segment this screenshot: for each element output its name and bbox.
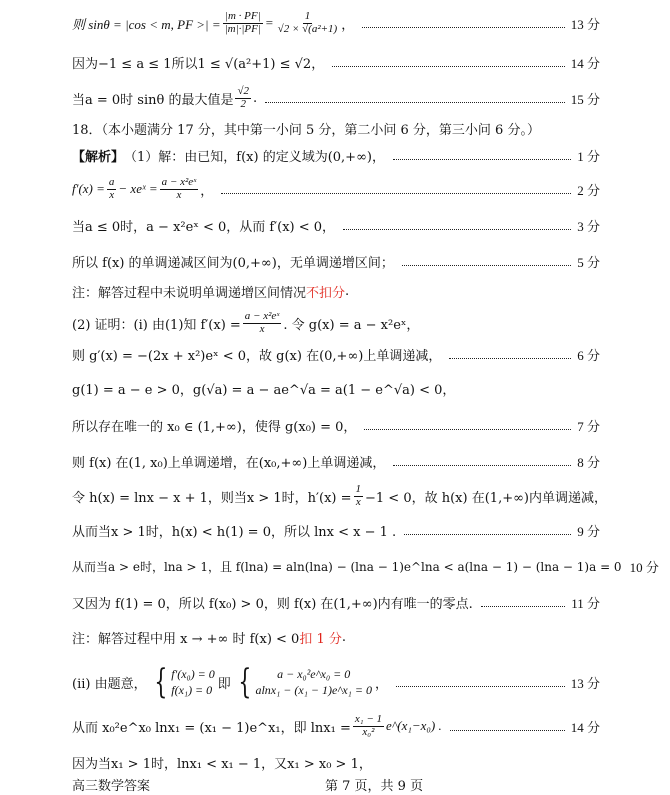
solution-line-16: [72, 520, 600, 540]
equation-system: { a − x₀²e^x₀ = 0 alnx₁ − (x₁ − 1)e^x₁ = 0: [238, 662, 372, 702]
leader-dots: [393, 465, 571, 466]
page-number: 第 7 页，共 9 页: [325, 779, 424, 794]
leader-dots: [364, 429, 571, 430]
score: 15 分: [570, 91, 600, 107]
equation: (ii) 由题意，: [72, 676, 147, 692]
leader-dots: [402, 265, 571, 266]
solution-line-22: [72, 752, 600, 772]
solution-line-11: [72, 344, 600, 364]
equation: 从而当a > e时，lna > 1，且 f(lna) = aln(lna) − (lna − 1)e^lna < a(lna − 1) − (lna − 1)a = 0: [72, 559, 622, 574]
solution-line-17: [72, 556, 659, 576]
note-text: 注：解答过程中未说明单调递增区间情况: [72, 285, 307, 301]
score: 6 分: [577, 347, 600, 363]
equation: 又因为 f(1) = 0，所以 f(x₀) > 0，则 f(x) 在(1,+∞)内有唯一的零点.: [72, 596, 473, 612]
equation: 所以 f(x) 的单调递减区间为(0,+∞)，无单调递增区间；: [72, 255, 394, 271]
equation: 则 f(x) 在(1, x₀)上单调递增，在(x₀,+∞)上单调递减，: [72, 455, 386, 471]
solution-line-15: 令 h(x) = lnx − x + 1，则当x > 1时，h′(x) = $\frac{1}{x}$ −1 < 0，故 h(x) 在(1,+∞)内单调递减，: [72, 482, 607, 508]
equation: （1）解：由已知，f(x) 的定义域为(0,+∞)，: [124, 149, 385, 165]
fraction: $\frac{a}{x}$: [108, 175, 115, 201]
leader-dots: [481, 606, 565, 607]
leader-dots: [265, 102, 565, 103]
leader-dots: [404, 534, 571, 535]
problem-title: 18．（本小题满分 17 分，其中第一小问 5 分，第二小问 6 分，第三小问 6 分。）: [72, 122, 540, 138]
equation: 从而当x > 1时，h(x) < h(1) = 0，所以 lnx < x − 1 .: [72, 524, 397, 540]
equation-system: { f′(x₀) = 0 f(x₁) = 0: [153, 662, 215, 702]
leader-dots: [362, 27, 565, 28]
equation: 当a = 0时 sinθ 的最大值是: [72, 92, 234, 108]
equation: 所以存在唯一的 x₀ ∈ (1,+∞)，使得 g(x₀) = 0，: [72, 419, 357, 435]
footer-left: 高三数学答案: [72, 779, 151, 794]
analysis-tag: 【解析】: [72, 149, 125, 165]
score: 11 分: [571, 595, 600, 611]
equation: 当a ≤ 0时，a − x²eˣ < 0，从而 f′(x) < 0，: [72, 219, 336, 235]
solution-line-14: [72, 451, 600, 471]
leader-dots: [396, 686, 565, 687]
solution-line-12: [72, 377, 600, 399]
solution-line-3: 当a = 0时 sinθ 的最大值是 $\frac{√2}{2}$ . 15 分: [72, 84, 600, 110]
equation: (2) 证明：(i) 由(1)知 f′(x) =: [72, 317, 241, 333]
leader-dots: [393, 159, 571, 160]
score: 13 分: [570, 16, 600, 32]
solution-line-20: (ii) 由题意， { f′(x₀) = 0 f(x₁) = 0 即 { a − x₀²e^x₀ = 0 alnx₁ − (x₁ − 1)e^x₁ = 0 ， 13 分: [72, 662, 600, 702]
solution-line-13: [72, 415, 600, 435]
score: 2 分: [577, 182, 600, 198]
fraction: $\frac{\text{x₁ − 1}}{\text{x₀²}}$: [354, 712, 382, 738]
note-line-1: 注：解答过程中未说明单调递增区间情况 不扣分 .: [72, 283, 350, 301]
equation: 因为当x₁ > 1时，lnx₁ < x₁ − 1，又x₁ > x₀ > 1，: [72, 756, 372, 772]
problem-header: [72, 118, 600, 138]
fraction: $\frac{\text{a − x²eˣ}}{x}$: [244, 309, 280, 335]
score: 7 分: [577, 418, 600, 434]
fraction: $\frac{1}{\text{√2 × √(a²+1)}}$: [277, 9, 338, 35]
score: 8 分: [577, 454, 600, 470]
solution-line-18: [72, 592, 600, 612]
note-line-2: 注：解答过程中用 x → +∞ 时 f(x) < 0 扣 1 分 .: [72, 629, 347, 647]
score: 13 分: [570, 675, 600, 691]
deduction-note: 不扣分: [306, 285, 346, 301]
leader-dots: [332, 66, 565, 67]
solution-line-7: [72, 215, 600, 235]
deduction-note: 扣 1 分: [299, 631, 342, 647]
solution-line-8: [72, 251, 600, 271]
score: 5 分: [577, 254, 600, 270]
solution-line-1: 则 sinθ = |cos < m, PF >| = $\frac{|m \cdot PF|}{|m|\cdot|PF|}$ = $\frac{1}{\text{√2 × √(a²+1)}}$ ， 13 分: [72, 9, 600, 35]
fraction: $\frac{√2}{2}$: [237, 84, 250, 110]
score: 9 分: [577, 523, 600, 539]
equation: f′(x) =: [72, 181, 105, 196]
solution-line-5: [72, 145, 600, 165]
equation: 令 h(x) = lnx − x + 1，则当x > 1时，h′(x) =: [72, 490, 352, 506]
score: 1 分: [577, 148, 600, 164]
brace-icon: {: [153, 662, 167, 702]
score: 14 分: [570, 719, 600, 735]
solution-line-10: (2) 证明：(i) 由(1)知 f′(x) = $\frac{\text{a − x²eˣ}}{x}$ . 令 g(x) = a − x²eˣ，: [72, 309, 420, 335]
note-text: 注：解答过程中用 x → +∞ 时 f(x) < 0: [72, 631, 300, 647]
equation: 则 g′(x) = −(2x + x²)eˣ < 0，故 g(x) 在(0,+∞)上单调递减，: [72, 348, 442, 364]
solution-line-2: [72, 52, 600, 72]
fraction: $\frac{\text{a − x²eˣ}}{x}$: [161, 175, 197, 201]
score: 14 分: [570, 55, 600, 71]
leader-dots: [450, 730, 565, 731]
fraction: $\frac{1}{x}$: [355, 482, 362, 508]
fraction: $\frac{|m \cdot PF|}{|m|\cdot|PF|}$: [224, 9, 261, 35]
equation: 从而 x₀²e^x₀ lnx₁ = (x₁ − 1)e^x₁，即 lnx₁ =: [72, 720, 351, 736]
score: 10 分: [629, 559, 659, 575]
leader-dots: [343, 229, 571, 230]
solution-line-6: f′(x) = $\frac{a}{x}$ − xeˣ = $\frac{\text{a − x²eˣ}}{x}$ ， 2 分: [72, 175, 600, 201]
leader-dots: [221, 193, 571, 194]
equation: g(1) = a − e > 0，g(√a) = a − ae^√a = a(1 − e^√a) < 0，: [72, 382, 456, 398]
equation: 因为−1 ≤ a ≤ 1所以1 ≤ √(a²+1) ≤ √2，: [72, 56, 325, 72]
brace-icon: {: [238, 662, 252, 702]
solution-line-21: 从而 x₀²e^x₀ lnx₁ = (x₁ − 1)e^x₁，即 lnx₁ = $\frac{\text{x₁ − 1}}{\text{x₀²}}$ e^(x₁−x₀) . 14 分: [72, 712, 600, 738]
equation: 则 sinθ = |cos < m, PF >| =: [72, 16, 221, 32]
score: 3 分: [577, 218, 600, 234]
leader-dots: [449, 358, 571, 359]
